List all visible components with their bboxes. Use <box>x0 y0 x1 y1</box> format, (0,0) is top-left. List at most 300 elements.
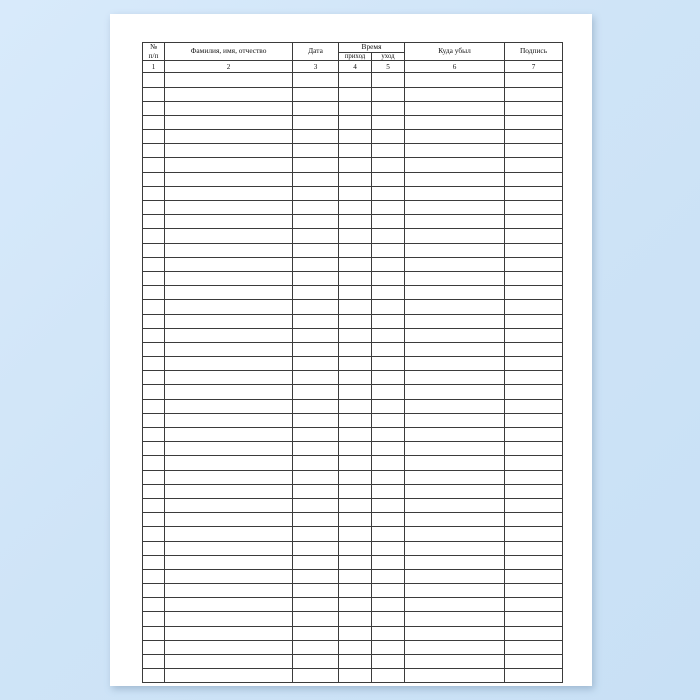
table-cell[interactable] <box>505 598 563 612</box>
table-cell[interactable] <box>293 357 339 371</box>
table-cell[interactable] <box>339 612 372 626</box>
table-cell[interactable] <box>372 229 405 243</box>
table-cell[interactable] <box>405 541 505 555</box>
table-cell[interactable] <box>293 300 339 314</box>
table-cell[interactable] <box>165 541 293 555</box>
table-row[interactable] <box>143 484 563 498</box>
table-cell[interactable] <box>505 569 563 583</box>
table-cell[interactable] <box>165 357 293 371</box>
table-cell[interactable] <box>372 626 405 640</box>
table-cell[interactable] <box>405 158 505 172</box>
table-row[interactable] <box>143 115 563 129</box>
table-cell[interactable] <box>293 385 339 399</box>
table-cell[interactable] <box>293 484 339 498</box>
table-cell[interactable] <box>505 371 563 385</box>
table-cell[interactable] <box>372 428 405 442</box>
table-cell[interactable] <box>505 669 563 683</box>
table-cell[interactable] <box>405 144 505 158</box>
table-cell[interactable] <box>505 357 563 371</box>
table-row[interactable] <box>143 286 563 300</box>
table-cell[interactable] <box>339 314 372 328</box>
table-row[interactable] <box>143 655 563 669</box>
table-cell[interactable] <box>339 626 372 640</box>
table-cell[interactable] <box>372 569 405 583</box>
table-cell[interactable] <box>339 215 372 229</box>
table-cell[interactable] <box>405 442 505 456</box>
table-cell[interactable] <box>143 300 165 314</box>
table-cell[interactable] <box>293 130 339 144</box>
table-cell[interactable] <box>372 101 405 115</box>
table-cell[interactable] <box>505 555 563 569</box>
table-cell[interactable] <box>143 286 165 300</box>
table-cell[interactable] <box>372 328 405 342</box>
table-cell[interactable] <box>405 640 505 654</box>
table-cell[interactable] <box>405 172 505 186</box>
table-cell[interactable] <box>143 399 165 413</box>
table-cell[interactable] <box>165 371 293 385</box>
table-cell[interactable] <box>339 286 372 300</box>
table-cell[interactable] <box>293 229 339 243</box>
table-cell[interactable] <box>405 399 505 413</box>
table-cell[interactable] <box>339 271 372 285</box>
table-cell[interactable] <box>165 640 293 654</box>
table-cell[interactable] <box>143 413 165 427</box>
table-cell[interactable] <box>143 115 165 129</box>
table-row[interactable] <box>143 257 563 271</box>
table-cell[interactable] <box>165 215 293 229</box>
table-cell[interactable] <box>505 342 563 356</box>
table-cell[interactable] <box>505 158 563 172</box>
table-cell[interactable] <box>293 186 339 200</box>
table-cell[interactable] <box>165 101 293 115</box>
table-cell[interactable] <box>372 115 405 129</box>
table-cell[interactable] <box>165 385 293 399</box>
table-cell[interactable] <box>165 470 293 484</box>
table-cell[interactable] <box>143 271 165 285</box>
table-cell[interactable] <box>339 555 372 569</box>
table-cell[interactable] <box>372 73 405 87</box>
table-cell[interactable] <box>293 215 339 229</box>
table-cell[interactable] <box>339 498 372 512</box>
table-row[interactable] <box>143 442 563 456</box>
table-row[interactable] <box>143 584 563 598</box>
table-cell[interactable] <box>165 442 293 456</box>
table-cell[interactable] <box>165 669 293 683</box>
table-row[interactable] <box>143 640 563 654</box>
table-cell[interactable] <box>143 215 165 229</box>
table-cell[interactable] <box>165 158 293 172</box>
table-cell[interactable] <box>405 87 505 101</box>
table-cell[interactable] <box>165 612 293 626</box>
table-cell[interactable] <box>372 314 405 328</box>
table-cell[interactable] <box>405 357 505 371</box>
table-cell[interactable] <box>339 186 372 200</box>
table-cell[interactable] <box>339 541 372 555</box>
table-cell[interactable] <box>372 87 405 101</box>
table-cell[interactable] <box>293 413 339 427</box>
table-cell[interactable] <box>165 527 293 541</box>
table-cell[interactable] <box>339 598 372 612</box>
table-row[interactable] <box>143 314 563 328</box>
table-cell[interactable] <box>339 73 372 87</box>
table-cell[interactable] <box>372 201 405 215</box>
table-cell[interactable] <box>372 144 405 158</box>
table-cell[interactable] <box>293 428 339 442</box>
table-cell[interactable] <box>505 115 563 129</box>
table-cell[interactable] <box>405 201 505 215</box>
table-cell[interactable] <box>505 229 563 243</box>
table-cell[interactable] <box>372 130 405 144</box>
table-cell[interactable] <box>293 655 339 669</box>
table-row[interactable] <box>143 328 563 342</box>
table-row[interactable] <box>143 456 563 470</box>
table-cell[interactable] <box>405 569 505 583</box>
table-row[interactable] <box>143 87 563 101</box>
table-cell[interactable] <box>339 428 372 442</box>
table-cell[interactable] <box>405 527 505 541</box>
table-cell[interactable] <box>293 115 339 129</box>
table-cell[interactable] <box>165 314 293 328</box>
table-cell[interactable] <box>165 555 293 569</box>
table-cell[interactable] <box>143 243 165 257</box>
table-cell[interactable] <box>165 413 293 427</box>
table-cell[interactable] <box>293 328 339 342</box>
table-cell[interactable] <box>505 300 563 314</box>
table-cell[interactable] <box>165 144 293 158</box>
table-cell[interactable] <box>143 626 165 640</box>
table-cell[interactable] <box>339 484 372 498</box>
table-cell[interactable] <box>405 286 505 300</box>
table-cell[interactable] <box>339 513 372 527</box>
table-cell[interactable] <box>293 626 339 640</box>
table-cell[interactable] <box>293 271 339 285</box>
table-cell[interactable] <box>293 498 339 512</box>
table-cell[interactable] <box>165 286 293 300</box>
table-cell[interactable] <box>505 186 563 200</box>
table-cell[interactable] <box>339 158 372 172</box>
table-cell[interactable] <box>143 101 165 115</box>
table-cell[interactable] <box>505 144 563 158</box>
table-cell[interactable] <box>143 257 165 271</box>
table-cell[interactable] <box>293 442 339 456</box>
table-row[interactable] <box>143 144 563 158</box>
table-cell[interactable] <box>143 172 165 186</box>
table-cell[interactable] <box>339 413 372 427</box>
table-cell[interactable] <box>339 243 372 257</box>
table-cell[interactable] <box>405 584 505 598</box>
table-cell[interactable] <box>165 513 293 527</box>
table-row[interactable] <box>143 669 563 683</box>
table-cell[interactable] <box>293 201 339 215</box>
table-cell[interactable] <box>165 498 293 512</box>
table-cell[interactable] <box>405 257 505 271</box>
table-cell[interactable] <box>143 371 165 385</box>
table-cell[interactable] <box>143 584 165 598</box>
table-cell[interactable] <box>339 569 372 583</box>
table-row[interactable] <box>143 527 563 541</box>
table-cell[interactable] <box>165 87 293 101</box>
table-cell[interactable] <box>405 413 505 427</box>
table-cell[interactable] <box>143 342 165 356</box>
table-cell[interactable] <box>405 470 505 484</box>
table-cell[interactable] <box>165 271 293 285</box>
table-cell[interactable] <box>372 442 405 456</box>
table-cell[interactable] <box>143 229 165 243</box>
table-cell[interactable] <box>372 541 405 555</box>
table-cell[interactable] <box>372 286 405 300</box>
table-cell[interactable] <box>165 328 293 342</box>
table-cell[interactable] <box>293 144 339 158</box>
table-cell[interactable] <box>405 73 505 87</box>
table-cell[interactable] <box>293 257 339 271</box>
table-row[interactable] <box>143 300 563 314</box>
table-cell[interactable] <box>505 498 563 512</box>
table-cell[interactable] <box>143 456 165 470</box>
table-cell[interactable] <box>372 555 405 569</box>
table-cell[interactable] <box>405 186 505 200</box>
table-cell[interactable] <box>405 342 505 356</box>
table-cell[interactable] <box>165 655 293 669</box>
table-cell[interactable] <box>372 342 405 356</box>
table-cell[interactable] <box>505 584 563 598</box>
table-cell[interactable] <box>339 101 372 115</box>
table-cell[interactable] <box>143 513 165 527</box>
table-cell[interactable] <box>165 130 293 144</box>
table-cell[interactable] <box>339 115 372 129</box>
table-cell[interactable] <box>293 172 339 186</box>
table-cell[interactable] <box>339 130 372 144</box>
table-row[interactable] <box>143 470 563 484</box>
table-cell[interactable] <box>372 399 405 413</box>
table-cell[interactable] <box>372 498 405 512</box>
table-cell[interactable] <box>293 456 339 470</box>
table-cell[interactable] <box>372 300 405 314</box>
table-cell[interactable] <box>143 669 165 683</box>
table-cell[interactable] <box>165 229 293 243</box>
table-cell[interactable] <box>339 442 372 456</box>
table-cell[interactable] <box>372 456 405 470</box>
table-cell[interactable] <box>165 115 293 129</box>
table-row[interactable] <box>143 101 563 115</box>
table-row[interactable] <box>143 186 563 200</box>
table-cell[interactable] <box>505 442 563 456</box>
table-row[interactable] <box>143 371 563 385</box>
table-row[interactable] <box>143 413 563 427</box>
table-cell[interactable] <box>339 342 372 356</box>
table-cell[interactable] <box>165 201 293 215</box>
table-cell[interactable] <box>405 300 505 314</box>
table-row[interactable] <box>143 73 563 87</box>
table-cell[interactable] <box>372 612 405 626</box>
table-cell[interactable] <box>339 144 372 158</box>
table-cell[interactable] <box>293 286 339 300</box>
table-cell[interactable] <box>293 87 339 101</box>
table-cell[interactable] <box>372 584 405 598</box>
table-cell[interactable] <box>293 73 339 87</box>
table-cell[interactable] <box>143 612 165 626</box>
table-cell[interactable] <box>372 484 405 498</box>
table-cell[interactable] <box>505 172 563 186</box>
table-cell[interactable] <box>405 598 505 612</box>
table-cell[interactable] <box>293 158 339 172</box>
table-cell[interactable] <box>143 555 165 569</box>
table-cell[interactable] <box>293 612 339 626</box>
table-cell[interactable] <box>143 130 165 144</box>
table-cell[interactable] <box>505 655 563 669</box>
table-row[interactable] <box>143 357 563 371</box>
table-cell[interactable] <box>405 428 505 442</box>
table-cell[interactable] <box>293 513 339 527</box>
table-cell[interactable] <box>165 300 293 314</box>
table-cell[interactable] <box>505 612 563 626</box>
table-cell[interactable] <box>293 470 339 484</box>
table-cell[interactable] <box>372 669 405 683</box>
table-cell[interactable] <box>405 271 505 285</box>
table-row[interactable] <box>143 513 563 527</box>
table-cell[interactable] <box>505 428 563 442</box>
table-cell[interactable] <box>339 371 372 385</box>
table-cell[interactable] <box>405 215 505 229</box>
table-cell[interactable] <box>165 73 293 87</box>
table-cell[interactable] <box>165 172 293 186</box>
table-cell[interactable] <box>339 640 372 654</box>
table-cell[interactable] <box>405 626 505 640</box>
table-cell[interactable] <box>339 385 372 399</box>
table-cell[interactable] <box>505 640 563 654</box>
table-cell[interactable] <box>339 229 372 243</box>
table-cell[interactable] <box>293 555 339 569</box>
table-cell[interactable] <box>293 342 339 356</box>
table-row[interactable] <box>143 271 563 285</box>
table-row[interactable] <box>143 243 563 257</box>
table-cell[interactable] <box>293 541 339 555</box>
table-cell[interactable] <box>143 655 165 669</box>
table-cell[interactable] <box>143 73 165 87</box>
table-cell[interactable] <box>372 271 405 285</box>
table-cell[interactable] <box>143 385 165 399</box>
table-cell[interactable] <box>372 413 405 427</box>
table-cell[interactable] <box>372 158 405 172</box>
table-cell[interactable] <box>143 541 165 555</box>
table-cell[interactable] <box>372 598 405 612</box>
table-cell[interactable] <box>143 442 165 456</box>
table-cell[interactable] <box>165 626 293 640</box>
table-cell[interactable] <box>405 243 505 257</box>
table-row[interactable] <box>143 569 563 583</box>
table-cell[interactable] <box>293 243 339 257</box>
table-cell[interactable] <box>505 413 563 427</box>
table-cell[interactable] <box>505 513 563 527</box>
table-cell[interactable] <box>405 513 505 527</box>
table-cell[interactable] <box>372 186 405 200</box>
table-cell[interactable] <box>339 584 372 598</box>
table-cell[interactable] <box>293 640 339 654</box>
table-cell[interactable] <box>143 569 165 583</box>
table-cell[interactable] <box>293 371 339 385</box>
table-cell[interactable] <box>165 342 293 356</box>
table-cell[interactable] <box>143 144 165 158</box>
table-cell[interactable] <box>143 428 165 442</box>
table-cell[interactable] <box>339 300 372 314</box>
table-cell[interactable] <box>339 655 372 669</box>
table-cell[interactable] <box>405 130 505 144</box>
table-cell[interactable] <box>372 257 405 271</box>
table-cell[interactable] <box>165 399 293 413</box>
table-cell[interactable] <box>339 328 372 342</box>
table-cell[interactable] <box>405 612 505 626</box>
table-cell[interactable] <box>339 257 372 271</box>
table-row[interactable] <box>143 215 563 229</box>
table-cell[interactable] <box>165 584 293 598</box>
table-row[interactable] <box>143 201 563 215</box>
table-cell[interactable] <box>143 498 165 512</box>
table-cell[interactable] <box>405 101 505 115</box>
table-cell[interactable] <box>293 584 339 598</box>
table-cell[interactable] <box>405 314 505 328</box>
table-cell[interactable] <box>505 130 563 144</box>
table-cell[interactable] <box>339 470 372 484</box>
table-cell[interactable] <box>293 598 339 612</box>
table-cell[interactable] <box>372 513 405 527</box>
table-row[interactable] <box>143 541 563 555</box>
table-cell[interactable] <box>505 243 563 257</box>
table-row[interactable] <box>143 172 563 186</box>
table-cell[interactable] <box>505 314 563 328</box>
table-row[interactable] <box>143 399 563 413</box>
table-cell[interactable] <box>143 328 165 342</box>
table-cell[interactable] <box>372 470 405 484</box>
table-cell[interactable] <box>505 484 563 498</box>
table-cell[interactable] <box>165 484 293 498</box>
table-cell[interactable] <box>405 385 505 399</box>
table-cell[interactable] <box>293 314 339 328</box>
table-cell[interactable] <box>372 527 405 541</box>
table-row[interactable] <box>143 158 563 172</box>
table-cell[interactable] <box>405 555 505 569</box>
table-cell[interactable] <box>143 470 165 484</box>
table-cell[interactable] <box>372 172 405 186</box>
table-cell[interactable] <box>372 655 405 669</box>
table-cell[interactable] <box>293 569 339 583</box>
table-cell[interactable] <box>165 257 293 271</box>
table-cell[interactable] <box>405 484 505 498</box>
table-cell[interactable] <box>405 456 505 470</box>
table-cell[interactable] <box>372 640 405 654</box>
table-cell[interactable] <box>165 569 293 583</box>
table-cell[interactable] <box>339 456 372 470</box>
table-cell[interactable] <box>143 314 165 328</box>
table-cell[interactable] <box>505 201 563 215</box>
table-cell[interactable] <box>339 87 372 101</box>
table-cell[interactable] <box>143 484 165 498</box>
table-row[interactable] <box>143 229 563 243</box>
table-cell[interactable] <box>372 243 405 257</box>
table-cell[interactable] <box>505 257 563 271</box>
table-cell[interactable] <box>405 498 505 512</box>
table-cell[interactable] <box>505 73 563 87</box>
table-cell[interactable] <box>505 456 563 470</box>
table-cell[interactable] <box>505 328 563 342</box>
table-cell[interactable] <box>372 371 405 385</box>
table-cell[interactable] <box>165 598 293 612</box>
table-cell[interactable] <box>339 357 372 371</box>
table-cell[interactable] <box>143 158 165 172</box>
table-cell[interactable] <box>339 527 372 541</box>
table-cell[interactable] <box>405 115 505 129</box>
table-cell[interactable] <box>339 669 372 683</box>
table-cell[interactable] <box>505 399 563 413</box>
table-cell[interactable] <box>165 428 293 442</box>
